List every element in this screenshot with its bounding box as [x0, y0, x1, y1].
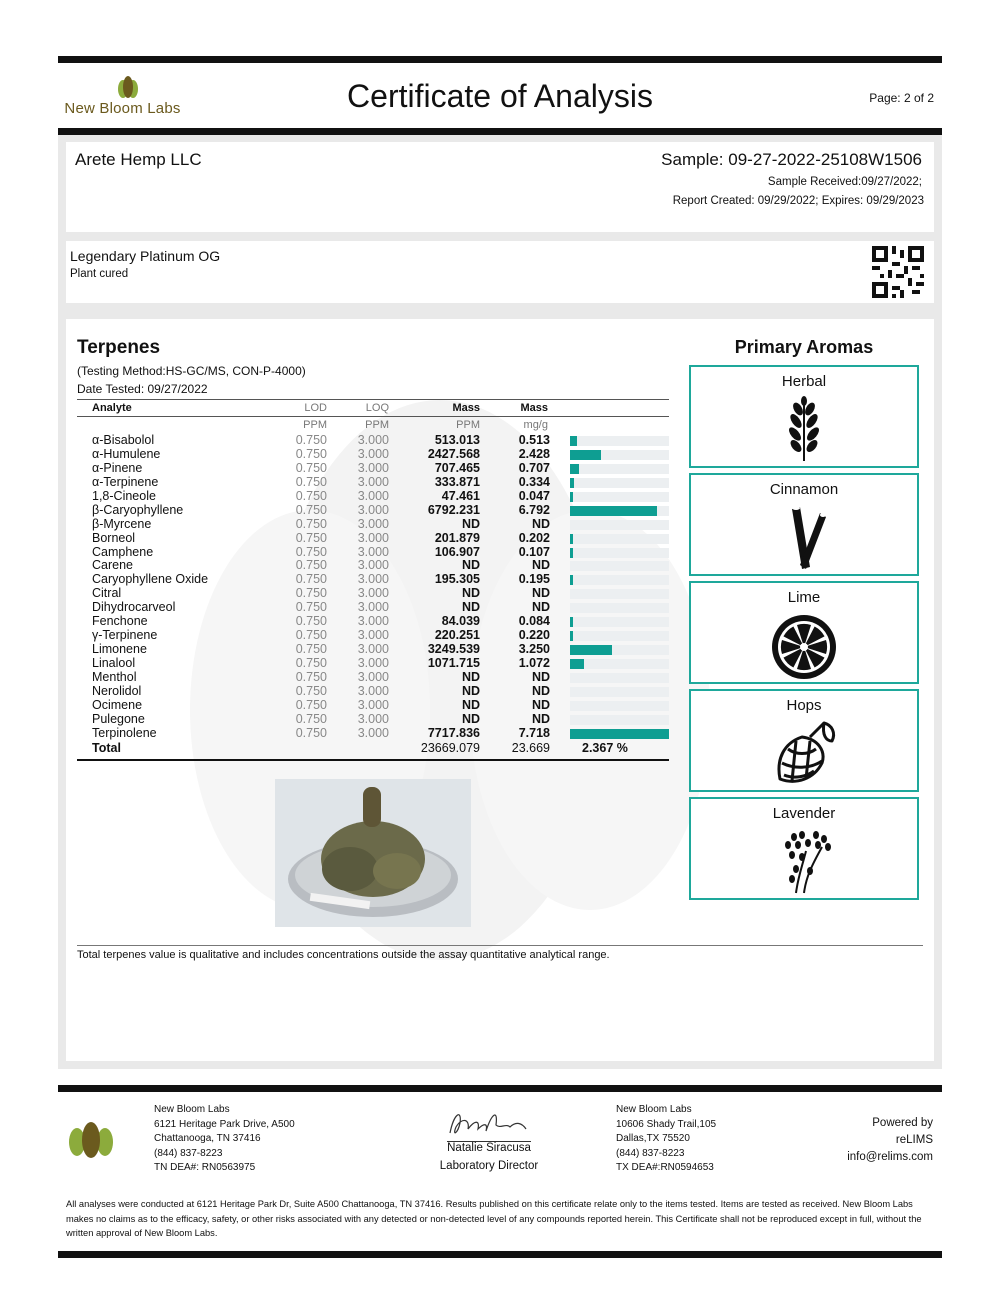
lod-value: 0.750 [295, 656, 327, 670]
loq-value: 3.000 [357, 614, 389, 629]
table-row [77, 685, 677, 699]
mass-ppm-value: ND [461, 711, 480, 726]
lime-slice-icon [766, 611, 842, 681]
signer-name: Natalie Siracusa [447, 1142, 531, 1154]
lod-value: 0.750 [295, 669, 327, 684]
analyte-name: Dihydrocarveol [92, 600, 176, 615]
herb-sprig-icon [766, 395, 842, 465]
mass-ppm-value: 1071.715 [427, 656, 480, 670]
analyte-name: α-Pinene [92, 460, 143, 475]
analyte-name: α-Bisabolol [92, 433, 155, 447]
loq-value: 3.000 [357, 683, 389, 698]
table-row [77, 559, 677, 573]
concentration-bar-track [570, 436, 669, 446]
concentration-bar-track [570, 575, 669, 585]
table-row [77, 448, 677, 462]
mass-mg-value: 7.718 [518, 725, 550, 740]
mass-mg-value: 1.072 [518, 656, 550, 670]
column-header-analyte: Analyte [92, 402, 132, 414]
address-line: New Bloom Labs [154, 1104, 230, 1115]
table-row [77, 532, 677, 546]
lod-value: 0.750 [295, 725, 327, 740]
cinnamon-sticks-icon [766, 503, 842, 573]
total-ppm: 23669.079 [420, 740, 480, 755]
concentration-bar [570, 575, 573, 585]
analyte-name: Limonene [92, 642, 147, 657]
mass-ppm-value: 106.907 [434, 544, 480, 559]
unit-loq: PPM [365, 419, 389, 431]
concentration-bar-track [570, 617, 669, 627]
address-line: Chattanooga, TN 37416 [154, 1133, 261, 1145]
concentration-bar [570, 464, 579, 474]
aroma-label: Lavender [772, 805, 836, 822]
table-bottom-rule [77, 759, 669, 761]
sample-id: Sample: 09-27-2022-25108W1506 [661, 150, 922, 169]
table-row [77, 657, 677, 671]
lod-value: 0.750 [295, 642, 327, 657]
mass-ppm-value: 7717.836 [427, 725, 480, 740]
signer-title: Laboratory Director [439, 1160, 539, 1172]
lod-value: 0.750 [295, 502, 327, 517]
aroma-label: Cinnamon [769, 481, 839, 498]
address-line: TX DEA#:RN0594653 [616, 1162, 714, 1174]
analyte-name: Nerolidol [92, 683, 142, 698]
analyte-name: β-Myrcene [92, 516, 152, 531]
aroma-label: Lime [787, 589, 821, 606]
mass-ppm-value: 333.871 [434, 474, 480, 489]
client-name: Arete Hemp LLC [75, 150, 202, 169]
concentration-bar-track [570, 506, 669, 516]
column-header-mass-mg: Mass [520, 402, 548, 414]
terpenes-title: Terpenes [77, 337, 161, 358]
address-line: (844) 837-8223 [154, 1147, 223, 1159]
concentration-bar-track [570, 450, 669, 460]
concentration-bar [570, 534, 573, 544]
table-row [77, 699, 677, 713]
footer-rule-top [58, 1085, 942, 1092]
table-row [77, 671, 677, 685]
mass-mg-value: 3.250 [518, 642, 550, 657]
concentration-bar-track [570, 715, 669, 725]
loq-value: 3.000 [357, 516, 389, 531]
table-row [77, 504, 677, 518]
powered-by [800, 1115, 933, 1166]
concentration-bar-track [570, 534, 669, 544]
table-row [77, 462, 677, 476]
loq-value: 3.000 [357, 572, 389, 587]
concentration-bar-track [570, 464, 669, 474]
powered-by-brand: reLIMS [895, 1134, 933, 1146]
analyte-name: α-Humulene [92, 446, 161, 461]
analyte-name: Menthol [92, 669, 137, 684]
lod-value: 0.750 [295, 586, 327, 601]
aroma-card-hops [689, 689, 919, 792]
mass-mg-value: ND [531, 600, 550, 615]
total-percent: 2.367 % [582, 740, 628, 755]
analyte-name: Ocimene [92, 697, 143, 712]
top-rule [58, 56, 942, 63]
mass-mg-value: 0.107 [518, 544, 550, 559]
concentration-bar [570, 506, 657, 516]
concentration-bar [570, 729, 669, 739]
concentration-bar-track [570, 659, 669, 669]
loq-value: 3.000 [357, 530, 389, 545]
column-header-mass-ppm: Mass [452, 402, 480, 414]
analyte-name: Fenchone [92, 614, 148, 629]
header-rule [58, 128, 942, 135]
mass-ppm-value: 513.013 [434, 433, 480, 447]
signature-image [440, 1103, 536, 1143]
analyte-name: Carene [92, 558, 133, 573]
mass-ppm-value: 84.039 [441, 614, 480, 629]
lod-value: 0.750 [295, 530, 327, 545]
aroma-label: Hops [786, 697, 822, 714]
analyte-name: γ-Terpinene [92, 628, 158, 643]
analyte-name: α-Terpinene [92, 474, 159, 489]
page-number: Page: 2 of 2 [869, 91, 934, 105]
loq-value: 3.000 [357, 642, 389, 657]
document-title: Certificate of Analysis [347, 78, 653, 114]
aroma-label: Herbal [781, 373, 827, 390]
unit-mass-ppm: PPM [456, 419, 480, 431]
concentration-bar-track [570, 478, 669, 488]
concentration-bar-track [570, 603, 669, 613]
address-line: TN DEA#: RN0563975 [154, 1162, 256, 1174]
lod-value: 0.750 [295, 628, 327, 643]
lod-value: 0.750 [295, 516, 327, 531]
loq-value: 3.000 [357, 725, 389, 740]
mass-mg-value: 0.334 [518, 474, 550, 489]
report-dates: Report Created: 09/29/2022; Expires: 09/29/2023 [672, 195, 924, 207]
analyte-name: Linalool [92, 656, 136, 670]
terpene-table-body [77, 434, 677, 756]
lod-value: 0.750 [295, 488, 327, 503]
aroma-card-lavender [689, 797, 919, 900]
product-name: Legendary Platinum OG [70, 248, 221, 264]
concentration-bar [570, 548, 573, 558]
mass-mg-value: 0.195 [518, 572, 550, 587]
loq-value: 3.000 [357, 669, 389, 684]
concentration-bar-track [570, 561, 669, 571]
address-line: New Bloom Labs [616, 1104, 692, 1115]
lod-value: 0.750 [295, 460, 327, 475]
column-header-loq: LOQ [365, 402, 389, 414]
unit-mass-mg: mg/g [523, 419, 548, 431]
hop-cone-icon [766, 719, 842, 789]
disclaimer: All analyses were conducted at 6121 Heritage Park Dr, Suite A500 Chattanooga, TN 37416. Results published on this certificate relate only to the items tested. Items are tested as received. New Bloom Labs makes no claims as to the efficacy, safety, or other risks associated with any detected or non-detected level of any compounds reported herein. This Certificate shall not be reproduced except in full, without the written approval of New Bloom Labs. [66, 1199, 922, 1239]
lod-value: 0.750 [295, 544, 327, 559]
loq-value: 3.000 [357, 502, 389, 517]
mass-mg-value: ND [531, 711, 550, 726]
loq-value: 3.000 [357, 586, 389, 601]
mass-ppm-value: ND [461, 669, 480, 684]
analyte-name: 1,8-Cineole [92, 488, 156, 503]
primary-aromas-title: Primary Aromas [734, 337, 874, 357]
table-row [77, 643, 677, 657]
table-row [77, 546, 677, 560]
table-row [77, 476, 677, 490]
mass-mg-value: ND [531, 683, 550, 698]
terpenes-footnote: Total terpenes value is qualitative and includes concentrations outside the assay quantitative analytical range. [77, 949, 610, 961]
mass-ppm-value: ND [461, 516, 480, 531]
total-label: Total [92, 740, 121, 755]
testing-method: (Testing Method:HS-GC/MS, CON-P-4000) [77, 364, 306, 378]
unit-lod: PPM [303, 419, 327, 431]
concentration-bar [570, 659, 584, 669]
lod-value: 0.750 [295, 697, 327, 712]
footnote-rule [77, 945, 923, 946]
mass-ppm-value: 6792.231 [427, 502, 480, 517]
table-header-rule [77, 416, 669, 417]
table-row [77, 615, 677, 629]
loq-value: 3.000 [357, 656, 389, 670]
table-row [77, 518, 677, 532]
address-line: Dallas,TX 75520 [616, 1133, 690, 1145]
analyte-name: Camphene [92, 544, 154, 559]
concentration-bar-track [570, 548, 669, 558]
mass-mg-value: 0.513 [518, 433, 550, 447]
mass-mg-value: ND [531, 669, 550, 684]
analyte-name: β-Caryophyllene [92, 502, 184, 517]
mass-ppm-value: ND [461, 697, 480, 712]
lod-value: 0.750 [295, 600, 327, 615]
concentration-bar-track [570, 589, 669, 599]
concentration-bar-track [570, 701, 669, 711]
mass-ppm-value: 195.305 [434, 572, 480, 587]
sample-received: Sample Received:09/27/2022; [767, 176, 922, 188]
mass-ppm-value: 220.251 [434, 628, 480, 643]
concentration-bar [570, 617, 573, 627]
loq-value: 3.000 [357, 558, 389, 573]
mass-mg-value: 6.792 [518, 502, 550, 517]
loq-value: 3.000 [357, 446, 389, 461]
lod-value: 0.750 [295, 474, 327, 489]
loq-value: 3.000 [357, 474, 389, 489]
lab-address-tx [616, 1103, 716, 1176]
analyte-name: Borneol [92, 530, 136, 545]
table-row [77, 490, 677, 504]
concentration-bar [570, 478, 574, 488]
mass-mg-value: 0.220 [518, 628, 550, 643]
mass-mg-value: 0.047 [518, 488, 550, 503]
loq-value: 3.000 [357, 433, 389, 447]
loq-value: 3.000 [357, 488, 389, 503]
mass-ppm-value: ND [461, 683, 480, 698]
mass-ppm-value: 3249.539 [427, 642, 480, 657]
lab-address-tn [154, 1103, 295, 1176]
aroma-card-herbal [689, 365, 919, 468]
mass-mg-value: ND [531, 586, 550, 601]
concentration-bar [570, 436, 577, 446]
mass-ppm-value: 201.879 [434, 530, 480, 545]
concentration-bar-track [570, 520, 669, 530]
lod-value: 0.750 [295, 433, 327, 447]
loq-value: 3.000 [357, 628, 389, 643]
loq-value: 3.000 [357, 544, 389, 559]
aroma-card-cinnamon [689, 473, 919, 576]
table-row [77, 434, 677, 448]
concentration-bar [570, 645, 612, 655]
mass-ppm-value: 707.465 [434, 460, 480, 475]
table-row [77, 629, 677, 643]
concentration-bar-track [570, 729, 669, 739]
column-header-lod: LOD [304, 402, 327, 414]
lab-logo-text: New Bloom Labs [64, 100, 181, 117]
footer-logo-icon [66, 1120, 116, 1160]
product-type: Plant cured [70, 268, 129, 280]
lod-value: 0.750 [295, 614, 327, 629]
contact-email-link[interactable]: info@relims.com [847, 1151, 933, 1163]
mass-mg-value: 0.084 [518, 614, 550, 629]
lavender-icon [766, 827, 842, 897]
footer-rule-bottom [58, 1251, 942, 1258]
table-total-row [77, 742, 677, 756]
powered-by-label: Powered by [872, 1117, 933, 1129]
table-row [77, 587, 677, 601]
table-row [77, 713, 677, 727]
address-line: 6121 Heritage Park Drive, A500 [154, 1118, 295, 1130]
lod-value: 0.750 [295, 558, 327, 573]
loq-value: 3.000 [357, 711, 389, 726]
concentration-bar-track [570, 631, 669, 641]
mass-ppm-value: ND [461, 558, 480, 573]
table-row [77, 601, 677, 615]
aroma-card-lime [689, 581, 919, 684]
loq-value: 3.000 [357, 460, 389, 475]
mass-ppm-value: 47.461 [441, 488, 480, 503]
lod-value: 0.750 [295, 446, 327, 461]
table-row [77, 727, 677, 741]
mass-ppm-value: ND [461, 600, 480, 615]
loq-value: 3.000 [357, 600, 389, 615]
mass-mg-value: ND [531, 697, 550, 712]
product-photo [275, 779, 471, 927]
mass-ppm-value: 2427.568 [427, 446, 480, 461]
table-rule [77, 399, 669, 400]
concentration-bar [570, 450, 601, 460]
address-line: (844) 837-8223 [616, 1147, 685, 1159]
concentration-bar-track [570, 687, 669, 697]
analyte-name: Citral [92, 586, 122, 601]
loq-value: 3.000 [357, 697, 389, 712]
analyte-name: Caryophyllene Oxide [92, 572, 209, 587]
concentration-bar [570, 631, 573, 641]
lod-value: 0.750 [295, 572, 327, 587]
table-row [77, 573, 677, 587]
concentration-bar-track [570, 492, 669, 502]
concentration-bar [570, 492, 573, 502]
mass-mg-value: 0.707 [518, 460, 550, 475]
analyte-name: Pulegone [92, 711, 145, 726]
qr-code-icon[interactable] [872, 246, 924, 298]
date-tested: Date Tested: 09/27/2022 [77, 382, 208, 396]
mass-mg-value: 2.428 [518, 446, 550, 461]
lod-value: 0.750 [295, 711, 327, 726]
address-line: 10606 Shady Trail,105 [616, 1118, 717, 1130]
lod-value: 0.750 [295, 683, 327, 698]
analyte-name: Terpinolene [92, 725, 157, 740]
total-mg: 23.669 [511, 740, 550, 755]
mass-mg-value: ND [531, 516, 550, 531]
mass-mg-value: ND [531, 558, 550, 573]
mass-ppm-value: ND [461, 586, 480, 601]
concentration-bar-track [570, 673, 669, 683]
mass-mg-value: 0.202 [518, 530, 550, 545]
concentration-bar-track [570, 645, 669, 655]
